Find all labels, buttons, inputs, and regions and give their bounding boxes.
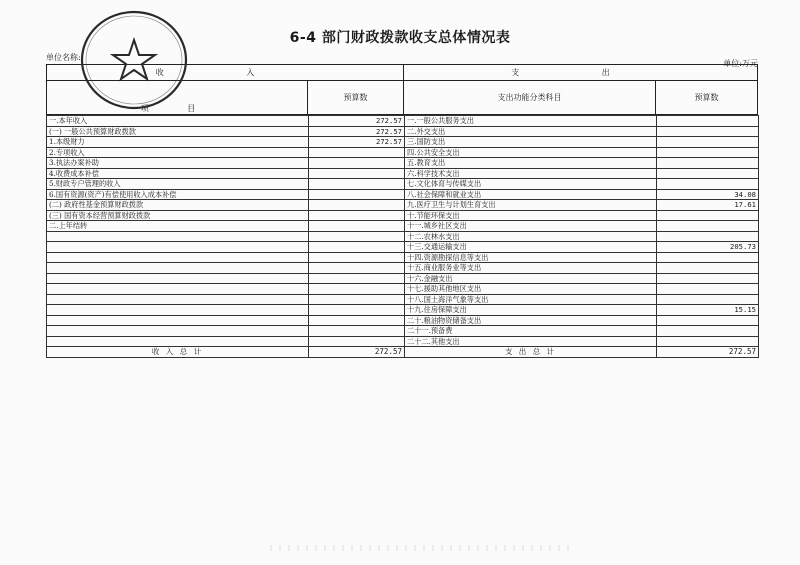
expense-budget-value: 34.08 [657, 189, 759, 200]
table-row [47, 326, 759, 337]
expense-item: 十九.住房保障支出 [405, 305, 657, 316]
income-item: 1.本级财力 [47, 137, 309, 148]
table-row [47, 168, 759, 179]
expense-item: 九.医疗卫生与计划生育支出 [405, 200, 657, 211]
table-row [47, 189, 759, 200]
expense-budget-value [657, 294, 759, 305]
expense-budget-value [657, 179, 759, 190]
expense-total-label: 支 出 总 计 [405, 347, 657, 358]
expense-budget-value: 205.73 [657, 242, 759, 253]
income-item [47, 273, 309, 284]
expense-item: 一.一般公共服务支出 [405, 116, 657, 127]
expense-item: 十.节能环保支出 [405, 210, 657, 221]
table-row [47, 158, 759, 169]
income-item: 2.专项收入 [47, 147, 309, 158]
income-budget-value [309, 315, 405, 326]
income-item: (二) 政府性基金预算财政拨款 [47, 200, 309, 211]
income-budget-value [309, 221, 405, 232]
expense-budget-value: 17.61 [657, 200, 759, 211]
income-budget-value [309, 294, 405, 305]
table-row [47, 231, 759, 242]
expense-item: 八.社会保障和就业支出 [405, 189, 657, 200]
table-row [47, 294, 759, 305]
expense-item: 二十二.其他支出 [405, 336, 657, 347]
expense-budget-value [657, 147, 759, 158]
expense-item: 十四.资源勘探信息等支出 [405, 252, 657, 263]
expense-budget-value [657, 315, 759, 326]
expense-item: 十一.城乡社区支出 [405, 221, 657, 232]
income-item [47, 326, 309, 337]
income-budget-value [309, 189, 405, 200]
income-item: 4.收费成本补偿 [47, 168, 309, 179]
income-budget-value [309, 200, 405, 211]
income-budget-value [309, 179, 405, 190]
income-item [47, 263, 309, 274]
page-title: 6-4 部门财政拨款收支总体情况表 [289, 30, 511, 46]
income-item [47, 242, 309, 253]
income-item: 3.执法办案补助 [47, 158, 309, 169]
budget-column-header-left: 预算数 [308, 81, 404, 115]
income-budget-value [309, 252, 405, 263]
expense-budget-value [657, 221, 759, 232]
table-row [47, 179, 759, 190]
table-row [47, 242, 759, 253]
expense-item: 二十.粮油物资储备支出 [405, 315, 657, 326]
table-row [47, 126, 759, 137]
expense-item: 十三.交通运输支出 [405, 242, 657, 253]
income-item: 一.本年收入 [47, 116, 309, 127]
item-column-label: 项 目 [140, 104, 214, 113]
expense-budget-value [657, 126, 759, 137]
expense-item: 二十一.预备费 [405, 326, 657, 337]
expense-budget-value [657, 326, 759, 337]
income-budget-value: 272.57 [309, 116, 405, 127]
table-row [47, 221, 759, 232]
income-item: 5.财政专户管理的收入 [47, 179, 309, 190]
income-budget-value [309, 305, 405, 316]
table-row [47, 147, 759, 158]
expense-total-value: 272.57 [657, 347, 759, 358]
income-budget-value [309, 336, 405, 347]
totals-row [47, 347, 759, 358]
expense-budget-value [657, 210, 759, 221]
income-budget-value: 272.57 [309, 126, 405, 137]
table-row [47, 137, 759, 148]
income-item: 6.国有资源(资产)有偿使用收入成本补偿 [47, 189, 309, 200]
table-row [47, 116, 759, 127]
budget-column-header-right: 预算数 [656, 81, 758, 115]
currency-unit-label: 单位:万元 [723, 59, 758, 68]
table-row [47, 263, 759, 274]
income-item: 二.上年结转 [47, 221, 309, 232]
expense-item: 四.公共安全支出 [405, 147, 657, 158]
table-row [47, 200, 759, 211]
budget-rows [46, 115, 759, 358]
expense-budget-value: 15.15 [657, 305, 759, 316]
expense-item: 六.科学技术支出 [405, 168, 657, 179]
income-budget-value [309, 210, 405, 221]
expense-budget-value [657, 284, 759, 295]
income-budget-value [309, 168, 405, 179]
income-item: (一) 一般公共预算财政拨款 [47, 126, 309, 137]
official-seal-stamp [74, 4, 194, 116]
income-item: (三) 国有资本经营预算财政拨款 [47, 210, 309, 221]
table-row [47, 284, 759, 295]
expense-item: 十八.国土海洋气象等支出 [405, 294, 657, 305]
expense-item: 十二.农林水支出 [405, 231, 657, 242]
expense-budget-value [657, 263, 759, 274]
income-total-label: 收 入 总 计 [47, 347, 309, 358]
function-class-header: 支出功能分类科目 [404, 81, 656, 115]
expense-budget-value [657, 273, 759, 284]
expense-budget-value [657, 137, 759, 148]
income-total-value: 272.57 [309, 347, 405, 358]
income-item [47, 315, 309, 326]
income-item [47, 252, 309, 263]
income-budget-value [309, 273, 405, 284]
expense-header: 支 出 [404, 64, 758, 81]
expense-budget-value [657, 252, 759, 263]
expense-item: 十五.商业服务业等支出 [405, 263, 657, 274]
income-item [47, 284, 309, 295]
expense-item: 三.国防支出 [405, 137, 657, 148]
table-row [47, 336, 759, 347]
expense-item: 二.外交支出 [405, 126, 657, 137]
income-budget-value [309, 263, 405, 274]
income-header: 收 入 [46, 64, 404, 81]
expense-budget-value [657, 231, 759, 242]
income-budget-value [309, 147, 405, 158]
income-item [47, 305, 309, 316]
table-row [47, 210, 759, 221]
expense-item: 十七.援助其他地区支出 [405, 284, 657, 295]
income-item [47, 336, 309, 347]
income-budget-value [309, 326, 405, 337]
expense-budget-value [657, 336, 759, 347]
scan-artifact [270, 545, 570, 551]
unit-name-label: 单位名称: [46, 53, 81, 62]
expense-budget-value [657, 168, 759, 179]
expense-item: 七.文化体育与传媒支出 [405, 179, 657, 190]
table-row [47, 252, 759, 263]
income-item [47, 294, 309, 305]
expense-budget-value [657, 116, 759, 127]
expense-item: 十六.金融支出 [405, 273, 657, 284]
income-budget-value: 272.57 [309, 137, 405, 148]
table-row [47, 315, 759, 326]
table-row [47, 273, 759, 284]
income-item [47, 231, 309, 242]
income-budget-value [309, 242, 405, 253]
income-budget-value [309, 158, 405, 169]
expense-budget-value [657, 158, 759, 169]
income-budget-value [309, 284, 405, 295]
income-budget-value [309, 231, 405, 242]
table-row [47, 305, 759, 316]
expense-item: 五.教育支出 [405, 158, 657, 169]
